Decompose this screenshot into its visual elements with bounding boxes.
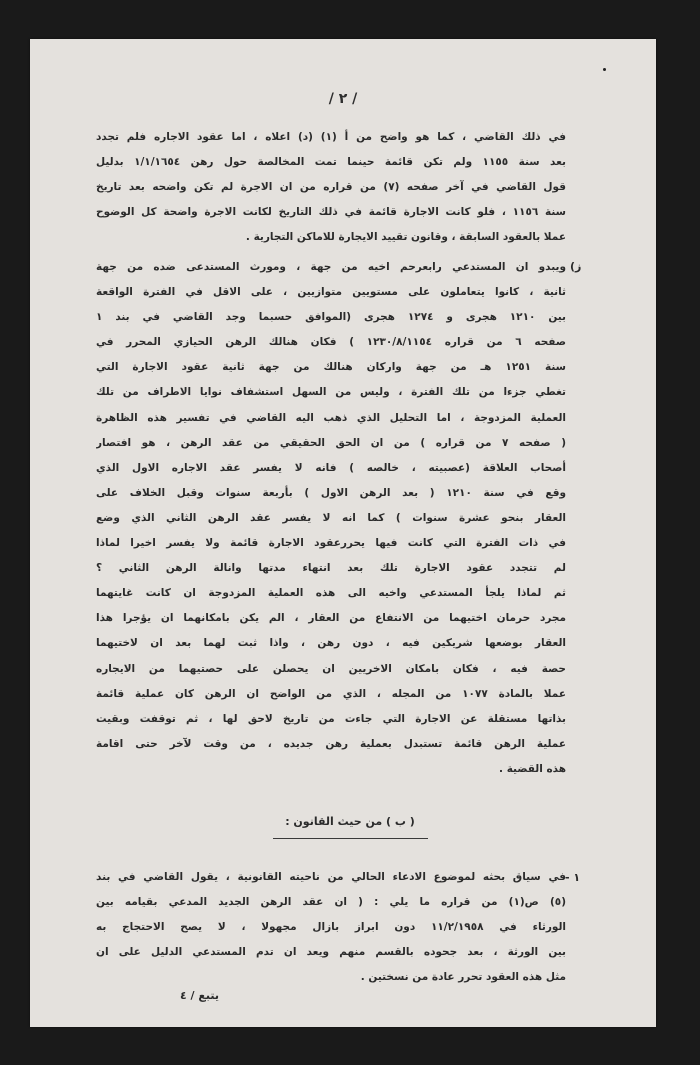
text-line: قول القاضي في آخر صفحه (٧) من قراره من ان الاجرة لم تكن واضحه بعد تاريخ xyxy=(96,181,566,194)
text-line: ثم لماذا يلجأ المستدعي واخيه الى هذه العملية المزدوجة ان كانت غايتهما xyxy=(96,587,566,600)
text-line: عملية الرهن قائمة تستبدل بعملية رهن جديده ، من وقت لآخر حتى اقامة xyxy=(96,737,566,750)
text-line: بين ١٢١٠ هجرى و ١٢٧٤ هجرى (الموافق حسبما وجد القاضي في بند ١ xyxy=(96,311,566,324)
text-line: سنة ١١٥٦ ، فلو كانت الاجارة قائمة في ذلك التاريخ لكانت الاجرة واضحة كل الوضوح xyxy=(96,206,566,219)
text-line: العقار بنحو عشرة سنوات ) كما انه لا يفسر عقد الرهن الثاني الذي وضع xyxy=(96,511,566,524)
page-number: / ٢ / xyxy=(328,91,358,107)
text-line: هذه القضية . xyxy=(499,762,566,775)
text-line: بعد سنة ١١٥٥ ولم تكن قائمة حينما تمت المخالصة حول رهن ١/١/١٦٥٤ بدليل xyxy=(96,156,566,169)
text-line: سنة ١٢٥١ هـ من جهة واركان هنالك من جهة ثانية عقود الاجارة التي xyxy=(96,361,566,374)
text-line: بين الورثة ، بعد جحوده بالقسم منهم ويعد ان تدم المستدعي الدليل على ان xyxy=(96,946,566,959)
text-line: الورثاء في ١١/٢/١٩٥٨ دون ابراز بازال مجهولا ، لا يصح الاحتجاج به xyxy=(96,921,566,934)
text-line: ( صفحه ٧ من قراره ) من ان الحق الحقيقي من عقد الرهن ، هو افتصار xyxy=(96,436,566,449)
document-page xyxy=(30,39,656,1027)
text-line: ثانية ، كانوا يتعاملون على مستويين متوازيين ، على الاقل في الفترة الواقعة xyxy=(96,286,566,299)
text-line: وقع في سنة ١٢١٠ ( بعد الرهن الاول ) بأربعة سنوات وقبل الخلاف على xyxy=(96,486,566,499)
text-line: ويبدو ان المستدعي رابعرحم اخيه من جهة ، ومورث المستدعى ضده من جهة xyxy=(96,261,566,273)
text-line: صفحه ٦ من قراره ١٢٣٠/٨/١١٥٤ ) فكان هنالك الرهن الحيازي المحرر في xyxy=(96,336,566,349)
text-line: حصة فيه ، فكان بامكان الاخريين ان يحصلن على حصتيهما من الايجاره xyxy=(96,662,566,675)
text-line: مثل هذه العقود تحرر عادة من نسختين . xyxy=(360,971,566,984)
text-line: لم تتجدد عقود الاجارة تلك بعد انتهاء مدتها وانالة الرهن الثاني ؟ xyxy=(96,562,566,575)
text-line: أصحاب العلاقة (عصبيته ، خالصه ) فانه لا يفسر عقد الاجاره الاول الذي xyxy=(96,461,566,474)
text-line: في ذات الفترة التي كانت فيها يحررعقود الاجارة قائمة ولا يفسر اخيرا لماذا xyxy=(96,537,566,550)
text-line: في ذلك القاضي ، كما هو واضح من أ (١) (د) اعلاه ، اما عقود الاجاره فلم تجدد xyxy=(96,131,566,143)
section-heading: ( ب ) من حيث القانون : xyxy=(285,815,415,828)
text-line: في سياق بحثه لموضوع الادعاء الحالي من ناحيته القانونية ، يقول القاضي في بند xyxy=(96,871,566,883)
text-line: العملية المزدوجة ، اما التحليل الذي ذهب اليه القاضي في تفسير هذه الظاهرة xyxy=(96,411,566,424)
heading-underline xyxy=(273,838,428,839)
text-line: العقار بوضعها شريكين فيه ، دون رهن ، واذا ثبت لهما بعد ان لاختيهما xyxy=(96,637,566,650)
text-line: (٥) ص(١) من قراره ما يلي : ( ان عقد الرهن الجديد المدعي بقيامه بين xyxy=(96,896,566,909)
page-dot xyxy=(603,68,606,71)
text-line: عملا بالمادة ١٠٧٧ من المجله ، الذي من الواضح ان الرهن كان عملية قائمة xyxy=(96,687,566,700)
continued-label: يتبع / ٤ xyxy=(180,989,220,1002)
paragraph-1 xyxy=(96,865,566,990)
paragraph-continuation xyxy=(96,125,566,250)
paragraph-marker-z: ز) xyxy=(570,260,582,273)
text-line: تغطي جزءا من تلك الفترة ، وليس من السهل استشفاف نوايا الاطراف من تلك xyxy=(96,386,566,399)
text-line: عملا بالعقود السابقة ، وقانون تقييد الايجارة للاماكن التجارية . xyxy=(245,231,566,244)
text-line: مجرد حرمان اختيهما من الانتفاع من العقار ، الم يكن بامكانهما ان يؤجرا هذا xyxy=(96,612,566,625)
paragraph-z xyxy=(96,255,566,782)
text-line: بذاتها مستقلة عن الاجارة التي جاءت من تاريخ لاحق لها ، ثم توقفت وبقيت xyxy=(96,712,566,725)
paragraph-marker-1: ١ - xyxy=(565,871,581,884)
